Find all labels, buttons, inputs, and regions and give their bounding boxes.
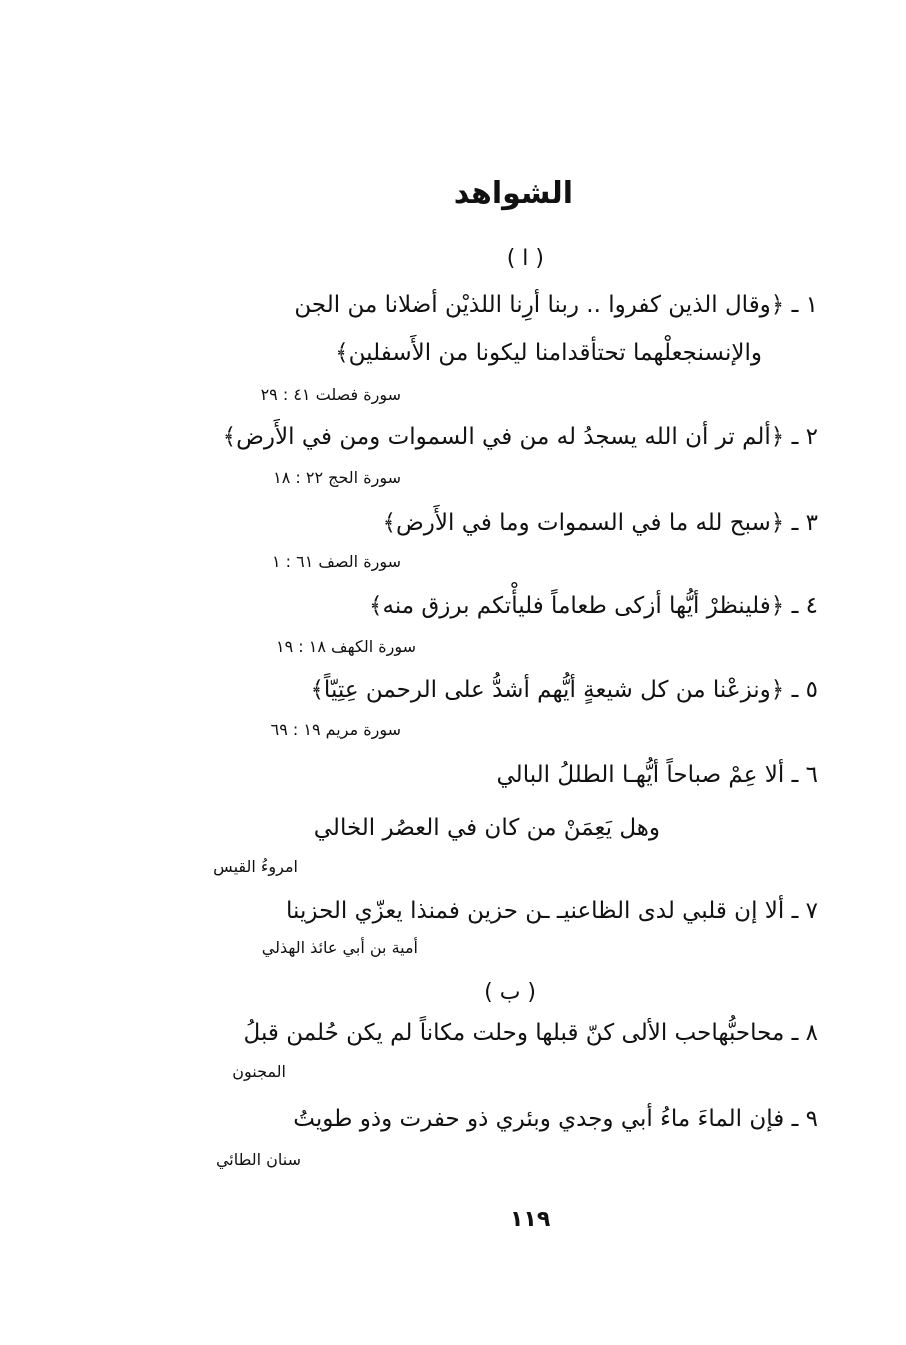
verse-7-poet: أمية بن أبي عائذ الهذلي [261, 938, 418, 957]
verse-1-reference: سورة فصلت ٤١ : ٢٩ [260, 385, 401, 404]
verse-5-line-1: ٥ ـ ﴿ونزعْنا من كل شيعةٍ أيُّهم أشدُّ على الرحمن عِتِيّاً﴾ [310, 677, 818, 703]
verse-6-line-2: وهل يَعِمَنْ من كان في العصُر الخالي [313, 815, 660, 841]
page-number: ١١٩ [510, 1207, 551, 1232]
verse-9-poet: سنان الطائي [215, 1150, 301, 1169]
verse-1-line-1: ١ ـ ﴿وقال الذين كفروا .. ربنا أرِنا اللذيْن أضلانا من الجن [294, 292, 818, 318]
verse-6-poet: امروءُ القيس [213, 857, 298, 876]
section-marker-ba: ( ب ) [484, 980, 536, 1005]
verse-7-line-1: ٧ ـ ألا إن قلبي لدى الظاعنيـ ـن حزين فمنذا يعزّي الحزينا [286, 898, 818, 924]
verse-5-reference: سورة مريم ١٩ : ٦٩ [270, 720, 401, 739]
verse-9-line-1: ٩ ـ فإن الماءَ ماءُ أبي وجدي وبئري ذو حفرت وذو طويتُ [293, 1106, 818, 1132]
page-title: الشواهد [453, 176, 573, 211]
verse-2-line-1: ٢ ـ ﴿ألم تر أن الله يسجدُ له من في السموات ومن في الأَرض﴾ [222, 424, 818, 450]
verse-6-line-1: ٦ ـ ألا عِمْ صباحاً أيُّهـا الطللُ البالي [496, 762, 818, 788]
verse-4-reference: سورة الكهف ١٨ : ١٩ [276, 637, 416, 656]
verse-8-line-1: ٨ ـ محاحبُّهاحب الألى كنّ قبلها وحلت مكاناً لم يكن حُلمن قبلُ [243, 1020, 818, 1046]
verse-2-reference: سورة الحج ٢٢ : ١٨ [273, 468, 401, 487]
verse-1-line-2: والإنسنجعلْهما تحتأقدامنا ليكونا من الأَسفلين﴾ [335, 340, 762, 366]
verse-8-poet: المجنون [232, 1062, 286, 1081]
verse-3-reference: سورة الصف ٦١ : ١ [271, 552, 401, 571]
verse-3-line-1: ٣ ـ ﴿سبح لله ما في السموات وما في الأَرض﴾ [382, 510, 818, 536]
verse-4-line-1: ٤ ـ ﴿فلينظرْ أيُّها أزكى طعاماً فليأْتكم برزق منه﴾ [369, 593, 818, 619]
section-marker-alif: ( ا ) [506, 246, 544, 271]
